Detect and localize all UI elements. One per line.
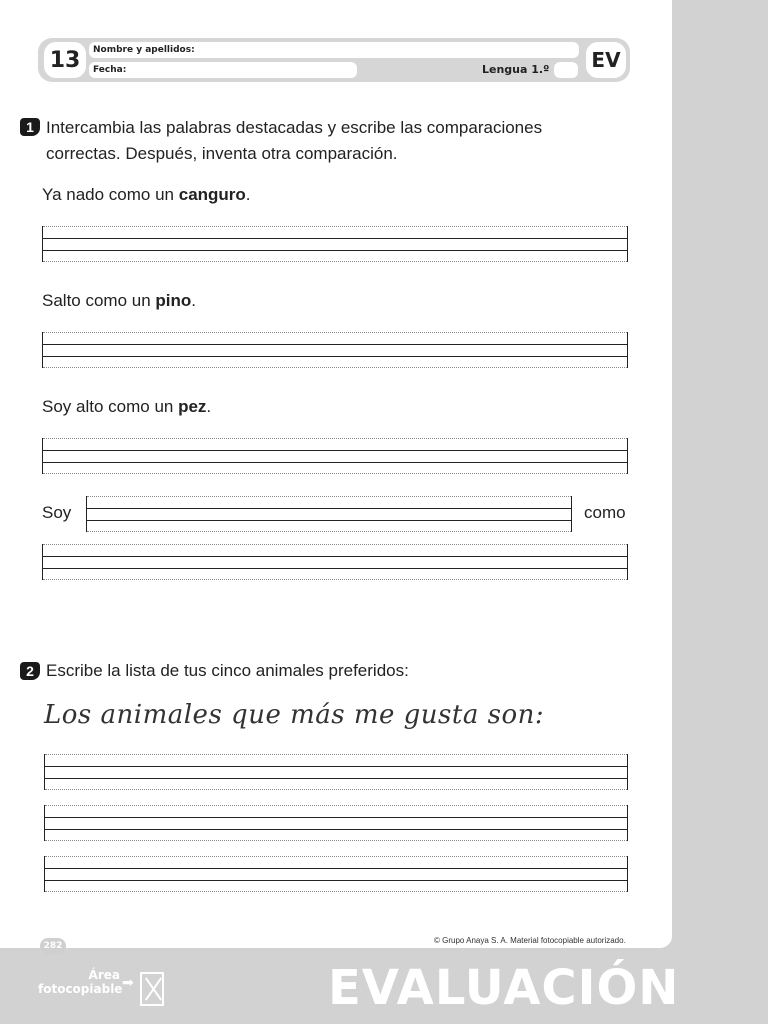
writing-lines-3[interactable] [42, 438, 628, 474]
sentence-1 [42, 185, 251, 205]
header-bar [38, 38, 630, 82]
sentence-2 [42, 291, 196, 311]
sentence-1-prefix: Ya nado como un [42, 185, 179, 204]
area-line-1: Área [88, 968, 120, 982]
photocopy-icon [140, 972, 164, 1006]
invent-blank-lines[interactable] [86, 496, 572, 532]
sentence-3 [42, 397, 211, 417]
writing-lines-4[interactable] [42, 544, 628, 580]
invent-soy-label: Soy [42, 503, 72, 522]
subject-label: Lengua 1.º [482, 63, 550, 76]
exercise-2-instruction: Escribe la lista de tus cinco animales preferidos: [46, 661, 409, 680]
exercise-2-number: 2 [20, 662, 40, 680]
writing-lines-5[interactable] [44, 754, 628, 790]
unit-number: 13 [44, 42, 86, 78]
area-line-2: fotocopiable [38, 982, 123, 996]
sentence-2-prefix: Salto como un [42, 291, 156, 310]
writing-lines-7[interactable] [44, 856, 628, 892]
invent-como-label: como [584, 503, 626, 522]
sentence-1-suffix: . [245, 185, 251, 204]
name-field[interactable]: Nombre y apellidos: [89, 42, 579, 58]
writing-lines-1[interactable] [42, 226, 628, 262]
grade-box[interactable] [554, 62, 578, 78]
sentence-3-bold: pez [178, 397, 207, 416]
date-field[interactable]: Fecha: [89, 62, 357, 78]
copyright-notice: © Grupo Anaya S. A. Material fotocopiable autorizado. [434, 936, 626, 945]
exercise-1-instruction: Intercambia las palabras destacadas y escribe las comparaciones correctas. Después, inventa otra comparación. [46, 118, 543, 163]
writing-lines-2[interactable] [42, 332, 628, 368]
sentence-2-bold: pino [155, 291, 192, 310]
sentence-3-prefix: Soy alto como un [42, 397, 179, 416]
page-number: 282 [40, 938, 66, 954]
section-title: EVALUACIÓN [328, 960, 680, 1016]
writing-lines-6[interactable] [44, 805, 628, 841]
evaluation-code: EV [586, 42, 626, 78]
arrow-right-icon: ➡ [122, 974, 134, 990]
sentence-3-suffix: . [206, 397, 212, 416]
sentence-1-bold: canguro [178, 185, 246, 204]
handwritten-prompt: Los animales que más me gusta son: [44, 700, 545, 730]
sentence-2-suffix: . [191, 291, 197, 310]
exercise-1-number: 1 [20, 118, 40, 136]
photocopiable-label [38, 968, 123, 996]
